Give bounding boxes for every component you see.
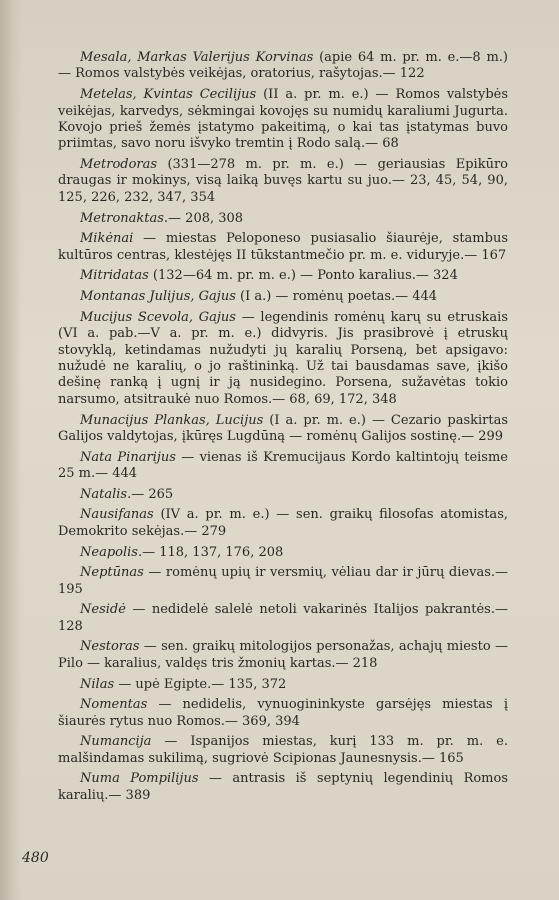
index-entry: [58, 50, 508, 83]
entry-term: Metronaktas: [80, 210, 164, 226]
entry-term: Montanas Julijus, Gajus: [80, 289, 236, 305]
index-entry: [58, 157, 508, 206]
entry-term: Metelas, Kvintas Cecilijus: [80, 87, 257, 103]
entry-description: — sen. graikų mitologijos personažas, achajų miesto — Pilo — karalius, valdęs tris žmonių kartas.— 218: [58, 639, 508, 671]
index-entry: [58, 268, 508, 284]
entry-description: — romėnų upių ir versmių, vėliau dar ir jūrų dievas.— 195: [58, 565, 508, 597]
index-entry: [58, 487, 508, 503]
entry-description: (II a. pr. m. e.) — Romos valstybės veikėjas, karvedys, sėkmingai kovojęs su numidų karaliumi Jugurta. Kovojo prieš žemės įstatymo pakeitimą, o kai tas įstatymas buvo priimtas, savo noru išvyko tremtin į Rodo salą.— 68: [58, 87, 508, 152]
index-entry: [58, 545, 508, 561]
entry-term: Mesala, Markas Valerijus Korvinas: [80, 50, 314, 65]
index-entry: [58, 289, 508, 305]
entry-description: (IV a. pr. m. e.) — sen. graikų filosofas atomistas, Demokrito sekėjas.— 279: [58, 507, 508, 539]
entry-term: Nata Pinarijus: [80, 449, 176, 465]
entry-term: Mitridatas: [80, 268, 149, 284]
index-entry: [58, 211, 508, 227]
index-entry: [58, 734, 508, 767]
index-entry: [58, 565, 508, 598]
entry-description: .— 265: [127, 486, 174, 502]
entry-term: Neptūnas: [80, 565, 144, 581]
entry-description: — miestas Peloponeso pusiasalio šiaurėje, stambus kultūros centras, klestėjęs II tūkstantmečio pr. m. e. viduryje.— 167: [58, 231, 508, 263]
entry-description: — Ispanijos miestas, kurį 133 m. pr. m. e. malšindamas sukilimą, sugriovė Scipionas Jaunesnysis.— 165: [58, 734, 508, 766]
index-entry: [58, 602, 508, 635]
entry-description: .— 118, 137, 176, 208: [137, 544, 284, 560]
entry-description: — vienas iš Kremucijaus Kordo kaltintojų teisme 25 m.— 444: [58, 449, 508, 482]
entry-description: — nedidelė salelė netoli vakarinės Italijos pakrantės.— 128: [58, 602, 508, 634]
entry-term: Mucijus Scevola, Gajus: [80, 309, 236, 325]
index-entry: [58, 677, 508, 693]
index-entries: [58, 50, 508, 809]
entry-description: (331—278 m. pr. m. e.) — geriausias Epikūro draugas ir mokinys, visą laiką buvęs kartu su juo.— 23, 45, 54, 90, 125, 226, 232, 347, 354: [58, 157, 508, 205]
entry-description: .— 208, 308: [163, 210, 244, 226]
entry-description: — legendinis romėnų karų su etruskais (VI a. pab.—V a. pr. m. e.) didvyris. Jis prasibrovė į etruskų stovyklą, ketindamas nužudyti jų karalių Porseną, bet apsigavo: nužudė ne karalių, o jo raštininką. Už tai bausdamas save, įkišo dešinę ranką į ugnį ir ją nusidegino. Porsena, sužavėtas tokio narsumo, atsitraukė nuo Romos.— 68, 69, 172, 348: [58, 309, 508, 407]
entry-term: Nestoras: [80, 639, 140, 655]
entry-term: Munacijus Plankas, Lucijus: [80, 412, 264, 428]
index-entry: [58, 87, 508, 153]
index-entry: [58, 639, 508, 672]
entry-description: (I a. pr. m. e.) — Cezario paskirtas Galijos valdytojas, įkūręs Lugdūną — romėnų Galijos sostinę.— 299: [58, 412, 509, 444]
page-number: 480: [22, 850, 49, 866]
entry-term: Natalis: [80, 486, 128, 502]
entry-term: Nausifanas: [80, 507, 154, 523]
index-entry: [58, 310, 508, 408]
entry-term: Numa Pompilijus: [80, 771, 199, 787]
entry-description: (I a.) — romėnų poetas.— 444: [235, 289, 438, 305]
index-entry: [58, 231, 508, 264]
index-entry: [58, 413, 508, 446]
entry-description: (apie 64 m. pr. m. e.—8 m.) — Romos valstybės veikėjas, oratorius, rašytojas.— 122: [58, 50, 508, 82]
index-entry: [58, 771, 508, 804]
entry-description: — antrasis iš septynių legendinių Romos karalių.— 389: [58, 771, 509, 803]
entry-description: — upė Egipte.— 135, 372: [114, 676, 287, 692]
page-gutter-shadow: [0, 0, 22, 900]
entry-term: Nesidė: [80, 602, 126, 618]
entry-term: Metrodoras: [80, 157, 158, 173]
entry-term: Nilas: [80, 676, 115, 692]
entry-description: — nedidelis, vynuogininkyste garsėjęs miestas į šiaurės rytus nuo Romos.— 369, 394: [58, 697, 508, 729]
index-entry: [58, 450, 508, 483]
entry-term: Neapolis: [80, 544, 138, 560]
entry-term: Mikėnai: [80, 231, 134, 247]
entry-description: (132—64 m. pr. m. e.) — Ponto karalius.— 324: [148, 268, 458, 284]
entry-term: Nomentas: [80, 697, 148, 713]
index-entry: [58, 697, 508, 730]
entry-term: Numancija: [80, 734, 152, 750]
index-entry: [58, 507, 508, 540]
